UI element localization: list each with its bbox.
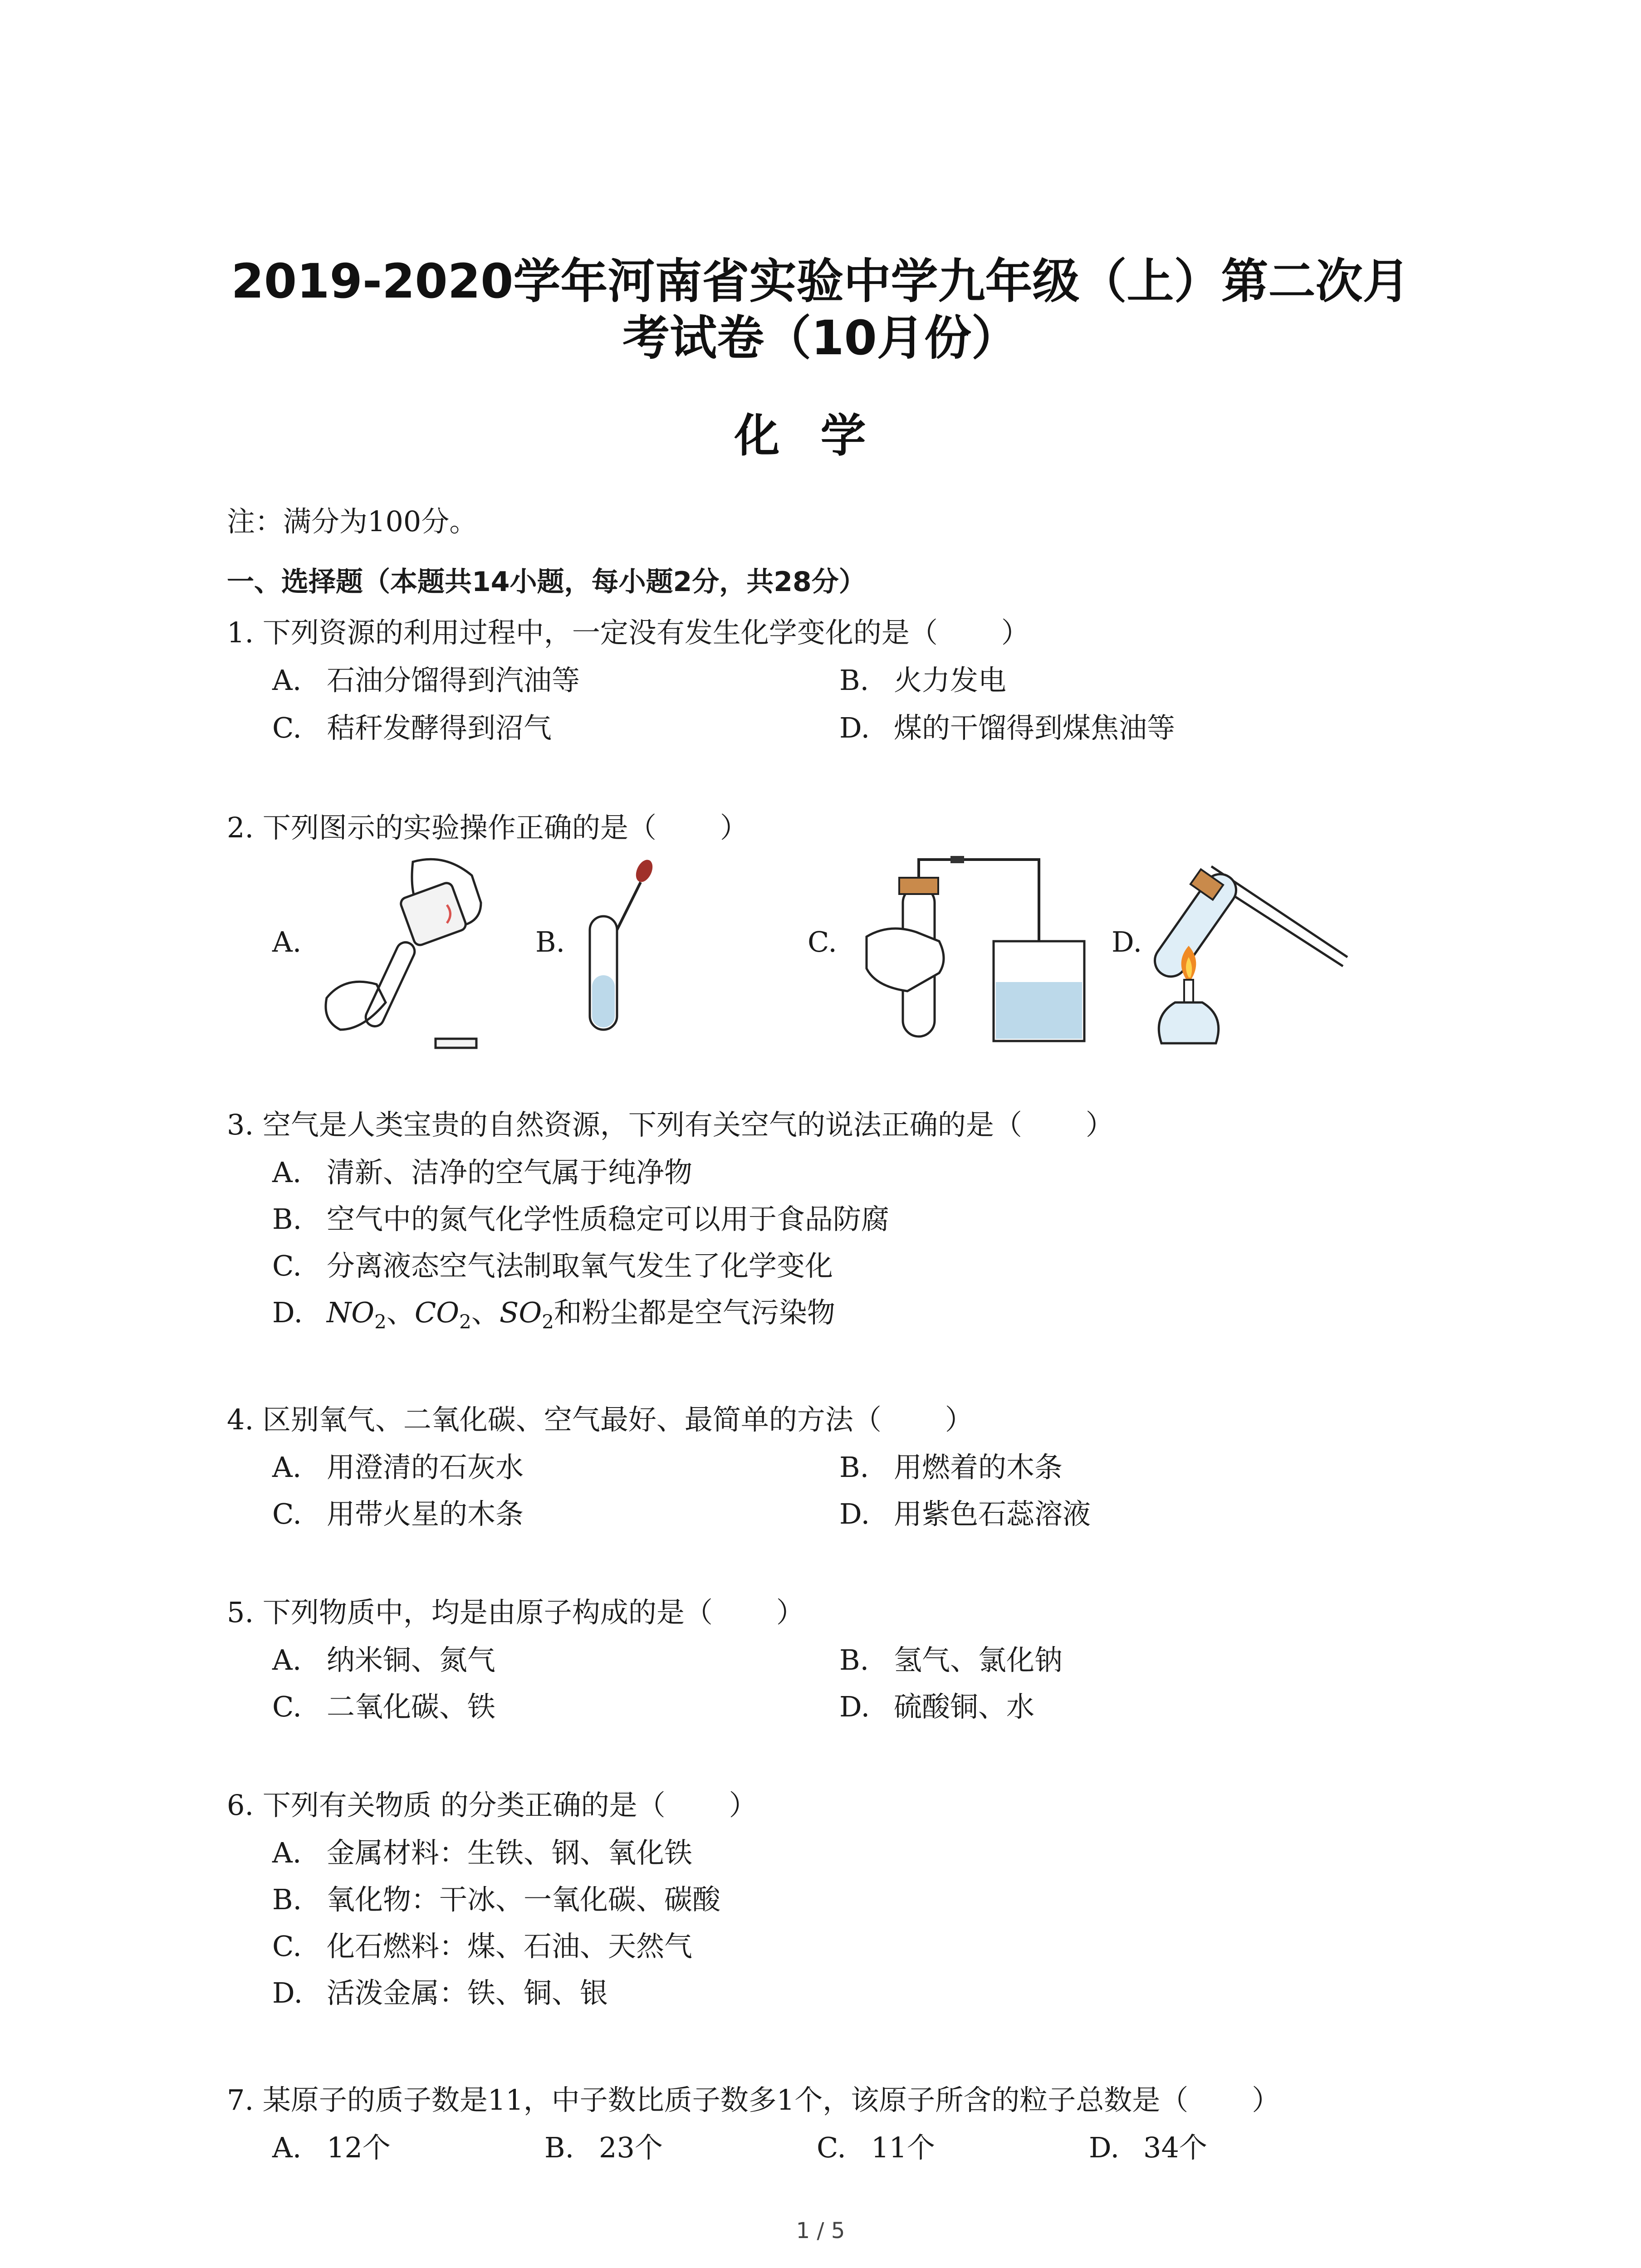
option-b: B. 23个 <box>544 2131 663 2164</box>
figure-label-c: C. <box>808 925 837 958</box>
question-5 <box>227 1590 804 1630</box>
question-7 <box>227 2077 1280 2118</box>
option-b: B. 氧化物：干冰、一氧化碳、碳酸 <box>272 1883 721 1916</box>
question-stem: 2. 下列图示的实验操作正确的是（ <box>227 811 656 844</box>
question-close-paren: ） <box>1001 616 1029 649</box>
question-stem: 5. 下列物质中，均是由原子构成的是（ <box>227 1596 713 1629</box>
question-close-paren: ） <box>1252 2083 1280 2116</box>
page-number: 1 / 5 <box>796 2218 845 2244</box>
option-d: D. 活泼金属：铁、铜、银 <box>272 1976 608 2009</box>
question-1 <box>227 610 1029 650</box>
option-a: A. 清新、洁净的空气属于纯净物 <box>272 1156 693 1189</box>
formula-so2: $SO_2$ <box>499 1296 554 1333</box>
option-d: D. 煤的干馏得到煤焦油等 <box>839 711 1176 744</box>
exam-title-line2: 考试卷（10月份） <box>622 310 1019 366</box>
heating-tube-figure <box>1143 848 1352 1048</box>
option-c: C. 秸秆发酵得到沼气 <box>272 711 552 744</box>
figure-label-a: A. <box>272 925 302 958</box>
option-a: A. 用澄清的石灰水 <box>272 1451 524 1484</box>
question-close-paren: ） <box>1085 1108 1114 1141</box>
option-b: B. 火力发电 <box>839 664 1007 697</box>
option-c: C. 11个 <box>817 2131 935 2164</box>
question-stem: 7. 某原子的质子数是11，中子数比质子数多1个，该原子所含的粒子总数是（ <box>227 2083 1189 2116</box>
exam-title-line1: 2019-2020学年河南省实验中学九年级（上）第二次月 <box>231 254 1410 309</box>
option-c: C. 分离液态空气法制取氧气发生了化学变化 <box>272 1249 833 1282</box>
option-d: D. $NO_2$、$CO_2$、$SO_2$和粉尘都是空气污染物 <box>272 1296 835 1333</box>
question-stem: 6. 下列有关物质 的分类正确的是（ <box>227 1789 666 1822</box>
airtightness-check-figure <box>848 850 1102 1046</box>
subject-heading: 化学 <box>734 409 907 462</box>
question-stem: 1. 下列资源的利用过程中，一定没有发生化学变化的是（ <box>227 616 938 649</box>
option-b: B. 空气中的氮气化学性质稳定可以用于食品防腐 <box>272 1202 890 1236</box>
question-close-paren: ） <box>776 1596 804 1629</box>
pouring-liquid-figure <box>309 848 517 1057</box>
dropper-figure <box>572 857 671 1039</box>
question-stem: 4. 区别氧气、二氧化碳、空气最好、最简单的方法（ <box>227 1403 882 1436</box>
option-d: D. 硫酸铜、水 <box>839 1690 1035 1723</box>
question-4 <box>227 1397 973 1437</box>
formula-co2: $CO_2$ <box>414 1296 471 1333</box>
section-heading: 一、选择题（本题共14小题，每小题2分，共28分） <box>227 566 866 598</box>
figure-label-b: B. <box>535 925 565 958</box>
question-close-paren: ） <box>945 1403 973 1436</box>
option-c: C. 二氧化碳、铁 <box>272 1690 496 1723</box>
question-stem: 3. 空气是人类宝贵的自然资源，下列有关空气的说法正确的是（ <box>227 1108 1022 1141</box>
question-close-paren: ） <box>729 1789 757 1822</box>
question-2 <box>227 805 748 846</box>
option-b: B. 用燃着的木条 <box>839 1451 1063 1484</box>
option-d: D. 用紫色石蕊溶液 <box>839 1497 1091 1530</box>
option-a: A. 纳米铜、氮气 <box>272 1643 496 1677</box>
option-a: A. 石油分馏得到汽油等 <box>272 664 580 697</box>
question-6 <box>227 1783 757 1823</box>
option-a: A. 金属材料：生铁、钢、氧化铁 <box>272 1836 693 1869</box>
option-d: D. 34个 <box>1089 2131 1207 2164</box>
question-close-paren: ） <box>720 811 748 844</box>
question-3 <box>227 1102 1114 1143</box>
option-c: C. 用带火星的木条 <box>272 1497 524 1530</box>
score-note: 注：满分为100分。 <box>227 505 478 538</box>
formula-no2: $NO_2$ <box>327 1296 387 1333</box>
option-a: A. 12个 <box>272 2131 391 2164</box>
figure-label-d: D. <box>1112 925 1142 958</box>
option-b: B. 氢气、氯化钠 <box>839 1643 1063 1677</box>
option-c: C. 化石燃料：煤、石油、天然气 <box>272 1930 693 1963</box>
